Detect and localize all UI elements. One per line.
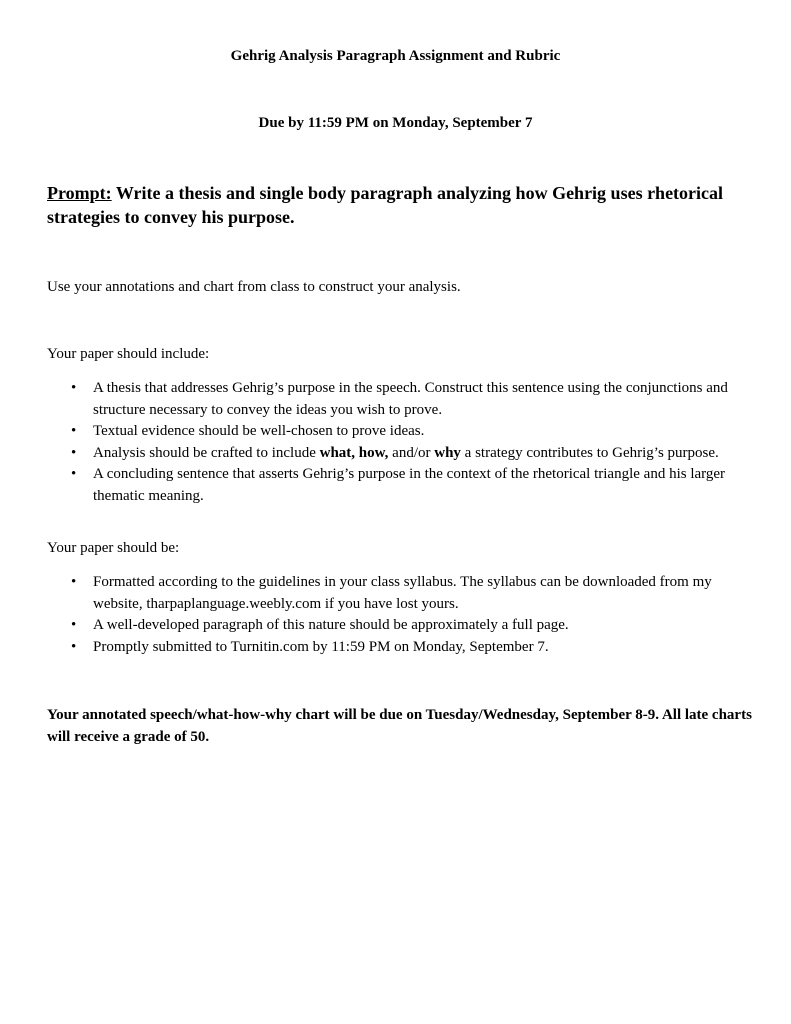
bullet-icon: • — [71, 380, 77, 396]
include-heading: Your paper should include: — [47, 346, 210, 362]
list-item — [47, 378, 757, 421]
text-run: Analysis should be crafted to include — [93, 444, 320, 461]
list-item — [47, 421, 757, 443]
bold-text: why — [434, 444, 461, 461]
list-item — [47, 443, 757, 465]
prompt-label: Prompt: — [47, 183, 112, 203]
list-item-text: Formatted according to the guidelines in your class syllabus. The syllabus can be downloaded from my website, tharpaplanguage.weebly.com if you have lost yours. — [93, 574, 712, 612]
list-item — [47, 637, 757, 659]
list-item-text: A thesis that addresses Gehrig’s purpose in the speech. Construct this sentence using the conjunctions and structure necessary to convey the ideas you wish to prove. — [93, 380, 728, 418]
bullet-icon: • — [71, 617, 77, 633]
bullet-icon: • — [71, 423, 77, 439]
include-list — [47, 378, 757, 507]
list-item — [47, 464, 757, 507]
due-date: Due by 11:59 PM on Monday, September 7 — [258, 115, 533, 131]
document-title: Gehrig Analysis Paragraph Assignment and Rubric — [230, 48, 561, 64]
list-item-text: A concluding sentence that asserts Gehrig’s purpose in the context of the rhetorical triangle and his larger thematic meaning. — [93, 466, 726, 504]
bold-text: what, how, — [319, 444, 389, 461]
be-heading: Your paper should be: — [47, 540, 180, 556]
prompt-text: Write a thesis and single body paragraph analyzing how Gehrig uses rhetorical strategies to convey his purpose. — [47, 183, 724, 227]
list-item-text — [93, 445, 719, 461]
prompt — [47, 181, 747, 229]
text-run: a strategy contributes to Gehrig’s purpose. — [460, 444, 719, 461]
bullet-icon: • — [71, 638, 77, 655]
list-item — [47, 615, 757, 637]
bullet-icon: • — [71, 574, 77, 590]
intro-paragraph: Use your annotations and chart from class to construct your analysis. — [47, 279, 461, 295]
list-item-text: Promptly submitted to Turnitin.com by 11:59 PM on Monday, September 7. — [93, 638, 549, 655]
bullet-icon: • — [71, 444, 77, 461]
bullet-icon: • — [71, 466, 77, 482]
be-list — [47, 572, 757, 658]
text-run: and/or — [388, 444, 435, 461]
list-item-text: A well-developed paragraph of this nature should be approximately a full page. — [93, 617, 569, 633]
closing-note: Your annotated speech/what-how-why chart will be due on Tuesday/Wednesday, September 8-9. All late charts will receive a grade of 50. — [47, 707, 752, 745]
list-item — [47, 572, 757, 615]
list-item-text: Textual evidence should be well-chosen to prove ideas. — [93, 423, 425, 439]
